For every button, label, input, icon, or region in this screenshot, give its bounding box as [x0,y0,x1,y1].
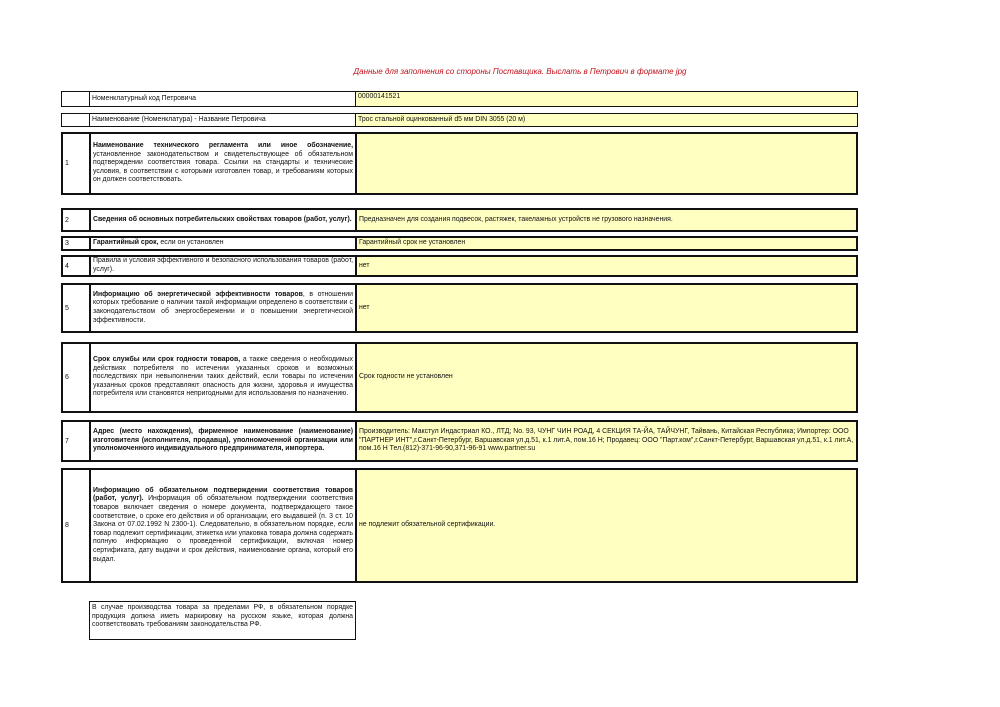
row-label [89,342,355,413]
row-number: 6 [61,342,89,413]
row-manufacturer-address [61,420,858,462]
row-label-bold: Адрес (место нахождения), фирменное наименование (наименование) изготовителя (исполнителя, продавца), уполномоченной организации или уполномоченного индивидуального предпринимателя, импортера. [93,428,353,453]
row-nomenclature-code [61,91,858,107]
row-number: 1 [61,132,89,195]
row-label-bold: Наименование технического регламента или иное обозначение, [93,142,353,150]
row-value-field[interactable]: Предназначен для создания подвесок, растяжек, такелажных устройств не грузового назначения. [355,208,858,232]
row-label [89,255,355,277]
russian-labeling-note: В случае производства товара за пределами РФ, в обязательном порядке продукция должна иметь маркировку на русском языке, которая должна соответствовать требованиям законодательства РФ. [89,601,356,640]
row-label-text: установленное законодательством и свидетельствующее об обязательном подтверждении соответствия товара. Ссылки на стандарты и технические условия, в соответствии с которыми изготовлен товар, и требованиям которых он должен соответствовать. [93,150,353,184]
row-consumer-properties [61,208,858,232]
row-value-field[interactable]: Трос стальной оцинкованный d5 мм DIN 3055 (20 м) [355,113,858,127]
row-number [61,113,89,127]
row-number: 5 [61,283,89,333]
row-value-field[interactable]: нет [355,283,858,333]
row-label [89,420,355,462]
row-label [89,283,355,333]
row-label: Наименование (Номенклатура) - Название Петровича [89,113,355,127]
row-number: 3 [61,236,89,251]
row-mandatory-certification [61,468,858,583]
row-label [89,468,355,583]
row-label-bold: Информацию об энергетической эффективности товаров [93,290,303,298]
row-label-bold: Информацию об обязательном подтверждении соответствия товаров (работ, услуг). [93,486,353,503]
row-value-field[interactable]: Срок годности не установлен [355,342,858,413]
row-label-bold: Срок службы или срок годности товаров, [93,356,241,364]
row-label-text: если он установлен [158,239,224,247]
row-product-name [61,113,858,127]
row-energy-efficiency [61,283,858,333]
row-label-text: Информация об обязательном подтверждении соответствия товаров включает сведения о номере документа, подтверждающего такое соответствие, о сроке его действия и об организации, его выдавшей (п. 3 ст. 10 Закона от 07.02.1992 N 2300-1). Следовательно, в обязательном порядке, если товар подлежит сертификации, этикетка или упаковка товара должна содержать полную информацию о проведенной сертификации, включая номер сертификата, дату выдачи и срок действия, наименование органа, который его выдал. [93,495,353,563]
supplier-instruction-note: Данные для заполнения со стороны Поставщика. Выслать в Петрович в формате jpg [353,67,687,76]
row-warranty [61,236,858,251]
row-value-field[interactable]: Гарантийный срок не установлен [355,236,858,251]
row-label: Номенклатурный код Петровича [89,91,355,107]
row-value-field[interactable] [355,132,858,195]
row-service-life [61,342,858,413]
row-label-text: Правила и условия эффективного и безопасного использования товаров (работ, услуг). [93,257,353,273]
row-label [89,236,355,251]
row-value-field[interactable]: Производитель: Макстул Индастриал КО., ЛТД; No. 93, ЧУНГ ЧИН РОАД, 4 СЕКЦИЯ ТА-ЙА, ТАЙЧУНГ, Тайвань, Китайская Республика; Импортер: ООО "ПАРТНЕР ИНТ",г.Санкт-Петербург, Варшавская ул.д.51, к.1 лит.А, пом.16 Н; Продавец: ООО "Парт.ком",г.Санкт-Петербург, Варшавская ул.д.51, к.1 лит.А, пом.16 Н Тел.(812)-371-96-90,371-96-91 www.partner.su [355,420,858,462]
row-label-text: а также сведения о необходимых действиях потребителя по истечении указанных сроков и возможных последствиях при невыполнении таких действий, если товары по истечении указанных сроков представляют опасность для жизни, здоровья и имущества потребителя или становятся непригодными для использования по назначению. [93,356,354,398]
row-number: 7 [61,420,89,462]
row-number: 2 [61,208,89,232]
row-technical-regulation [61,132,858,195]
row-value-field[interactable]: не подлежит обязательной сертификации. [355,468,858,583]
row-label-bold: Сведения об основных потребительских свойствах товаров (работ, услуг). [93,215,352,223]
row-label-text: , в отношении которых требование о наличии такой информации определено в соответствии с законодательством об энергосбережении и о повышении энергетической эффективности. [93,290,353,324]
row-label-bold: Гарантийный срок, [93,239,159,247]
row-usage-rules [61,255,858,277]
row-value-field[interactable]: 00000141521 [355,91,858,107]
row-label [89,208,355,232]
row-label [89,132,355,195]
row-value-field[interactable]: нет [355,255,858,277]
row-number [61,91,89,107]
row-number: 4 [61,255,89,277]
row-number: 8 [61,468,89,583]
